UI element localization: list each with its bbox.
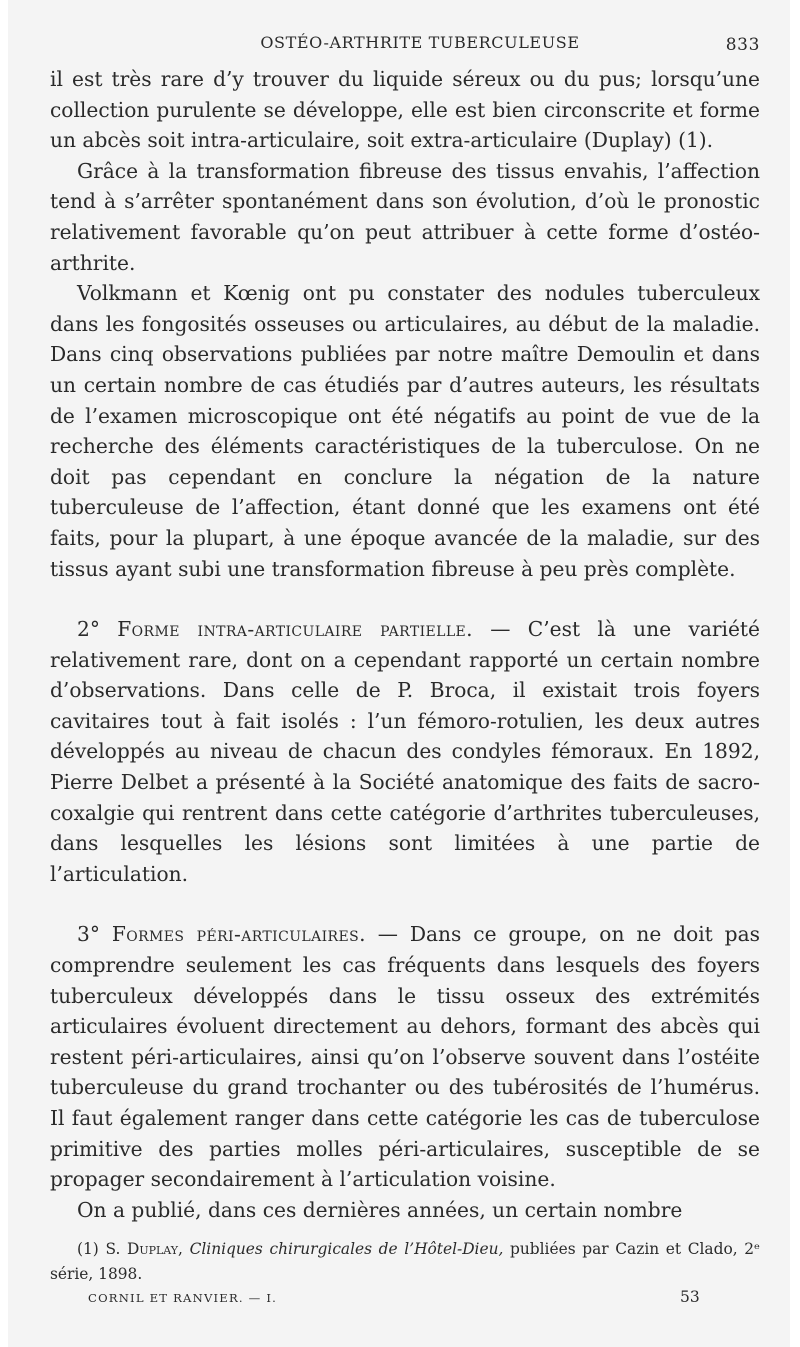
paragraph-2: Grâce à la transformation fibreuse des tissus envahis, l’affection tend à s’arrêter spontanément dans son évolution, d’où le pronostic relativement favorable qu’on peut attribuer à cette forme d’ostéo-arthrite. <box>50 158 760 275</box>
footnote-author: S. Duplay, <box>105 1240 183 1258</box>
section-3-text: — Dans ce groupe, on ne doit pas comprendre seulement les cas fréquents dans lesquels des foyers tuberculeux développés dans le tissu osseux des extrémités articulaires évoluent directement au dehors, formant des abcès qui restent péri-articulaires, ainsi qu’on l’observe souvent dans l’ostéite tuberculeuse du grand trochanter ou des tubérosités de l’humérus. Il faut également ranger dans cette catégorie les cas de tuberculose primitive des parties molles péri-articulaires, susceptible de se propager secondairement à l’articulation voisine. <box>50 922 760 1192</box>
printer-signature: CORNIL ET RANVIER. — I. <box>88 1291 278 1305</box>
section-3-number: 3° <box>77 922 100 947</box>
running-head: OSTÉO-ARTHRITE TUBERCULEUSE <box>260 33 580 52</box>
paragraph-1: il est très rare d’y trouver du liquide séreux ou du pus; lorsqu’une collection purulente se développe, elle est bien circonscrite et forme un abcès soit intra-articulaire, soit extra-articulaire (Duplay) (1). <box>50 67 760 153</box>
scan-margin-left <box>0 0 8 1347</box>
body-text <box>50 64 760 1225</box>
scan-margin-right <box>790 0 800 1347</box>
section-2-heading: Forme intra-articulaire partielle. <box>117 617 473 642</box>
page-number: 833 <box>725 35 760 55</box>
section-2-text: — C’est là une variété relativement rare, dont on a cependant rapporté un certain nombre d’observations. Dans celle de P. Broca, il existait trois foyers cavitaires tout à fait isolés : l’un fémoro-rotulien, les deux autres développés au niveau de chacun des condyles fémoraux. En 1892, Pierre Delbet a présenté à la Société anatomique des faits de sacro-coxalgie qui rentrent dans cette catégorie d’arthrites tuberculeuses, dans lesquelles les lésions sont limitées à une partie de l’articulation. <box>50 617 760 886</box>
footnote-text <box>50 1237 760 1287</box>
signature-number: 53 <box>680 1288 700 1306</box>
section-2-paragraph <box>50 614 760 889</box>
footnote <box>50 1237 760 1287</box>
page-header <box>50 33 760 57</box>
footnote-marker: (1) <box>77 1240 106 1258</box>
footnote-rest: publiées par Cazin et Clado, 2ᵉ série, 1898. <box>50 1240 760 1283</box>
footnote-title: Cliniques chirurgicales de l’Hôtel-Dieu, <box>182 1240 504 1258</box>
section-3-heading: Formes péri-articulaires. <box>111 922 366 947</box>
paragraph-3: Volkmann et Kœnig ont pu constater des nodules tuberculeux dans les fongosités osseuses ou articulaires, au début de la maladie. Dans cinq observations publiées par notre maître Demoulin et dans un certain nombre de cas étudiés par d’autres auteurs, les résultats de l’examen microscopique ont été négatifs au point de vue de la recherche des éléments caractéristiques de la tuberculose. On ne doit pas cependant en conclure la négation de la nature tuberculeuse de l’affection, étant donné que les examens ont été faits, pour la plupart, à une époque avancée de la maladie, sur des tissus ayant subi une transformation fibreuse à peu près complète. <box>50 281 760 581</box>
section-2-number: 2° <box>77 617 100 642</box>
paragraph-last: On a publié, dans ces dernières années, un certain nombre <box>77 1197 683 1222</box>
section-3-paragraph <box>50 919 760 1194</box>
